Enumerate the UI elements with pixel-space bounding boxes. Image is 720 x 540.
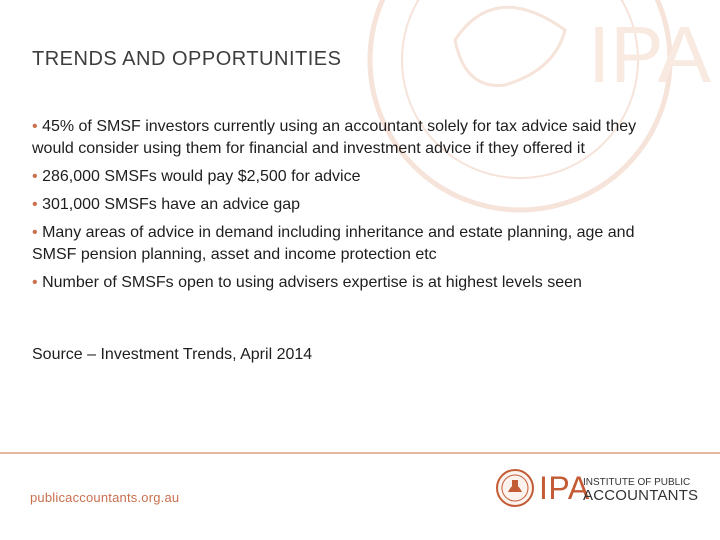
slide-title: TRENDS AND OPPORTUNITIES — [32, 48, 342, 70]
logo-abbreviation: IPA — [539, 470, 590, 506]
bullet-marker: • — [32, 274, 38, 291]
footer-website-link[interactable]: publicaccountants.org.au — [30, 490, 180, 505]
bullet-marker: • — [32, 118, 38, 135]
bullet-text: Number of SMSFs open to using advisers expertise is at highest levels seen — [42, 274, 582, 291]
bullet-marker: • — [32, 196, 38, 213]
bullet-text: 45% of SMSF investors currently using an accountant solely for tax advice said they would consider using them for financial and investment advice if they offered it — [32, 118, 637, 157]
bullet-text: 301,000 SMSFs have an advice gap — [42, 196, 301, 213]
logo-line-2: ACCOUNTANTS — [583, 487, 699, 504]
bullet-item — [32, 166, 672, 188]
bullet-item — [32, 116, 672, 160]
bullet-item — [32, 222, 672, 266]
source-citation: Source – Investment Trends, April 2014 — [32, 346, 313, 363]
bullet-list — [32, 116, 672, 300]
footer-divider — [0, 452, 720, 454]
bullet-item — [32, 272, 672, 294]
bullet-text: Many areas of advice in demand including inheritance and estate planning, age and SMSF pension planning, asset and income protection etc — [32, 224, 635, 263]
bullet-item — [32, 194, 672, 216]
bullet-text: 286,000 SMSFs would pay $2,500 for advice — [42, 168, 361, 185]
bullet-marker: • — [32, 168, 38, 185]
ipa-seal-icon — [495, 468, 535, 508]
bullet-marker: • — [32, 224, 38, 241]
logo-line-1: INSTITUTE OF PUBLIC — [583, 477, 691, 488]
watermark-text: IPA — [588, 10, 712, 99]
